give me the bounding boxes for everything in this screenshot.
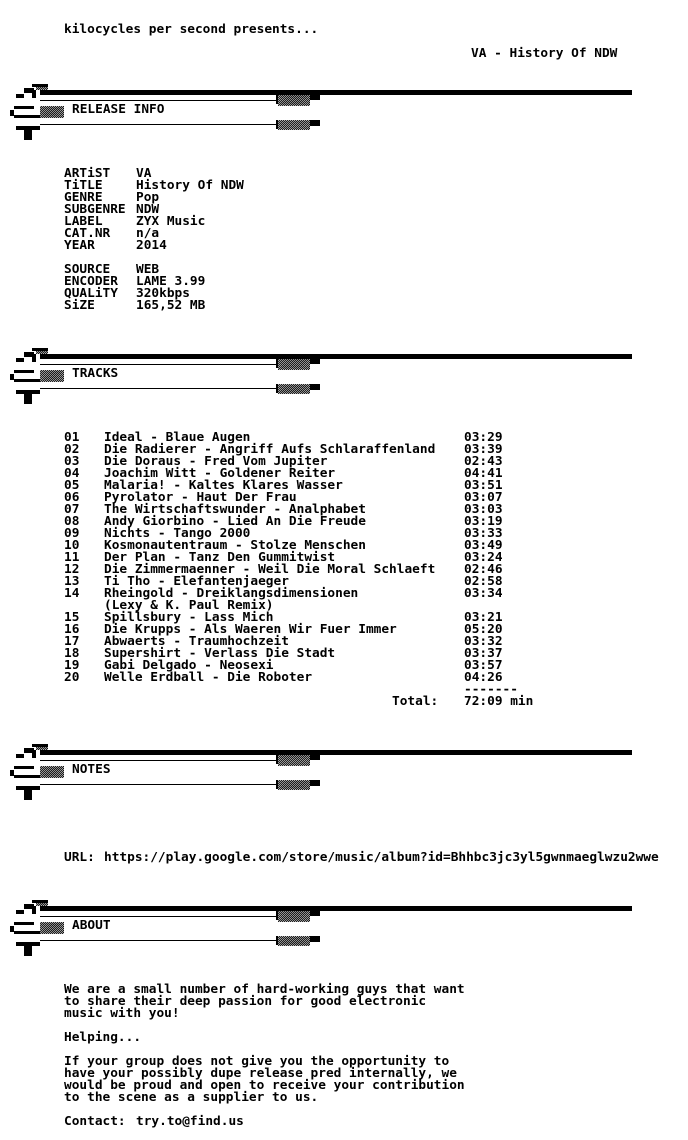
info-value: VA — [136, 166, 152, 181]
track-time: 03:57 — [464, 658, 503, 673]
info-value: n/a — [136, 226, 160, 241]
info-value: NDW — [136, 202, 160, 217]
track-title: Pyrolator - Haut Der Frau — [104, 490, 297, 505]
section-header-release-info — [0, 84, 688, 148]
info-key: CAT.NR — [64, 226, 111, 241]
track-title: Spillsbury - Lass Mich — [104, 610, 274, 625]
total-value: 72:09 min — [464, 694, 534, 709]
total-separator: ------- — [464, 682, 518, 697]
track-number: 18 — [64, 646, 80, 661]
track-number: 13 — [64, 574, 80, 589]
track-number: 06 — [64, 490, 80, 505]
track-title: Andy Giorbino - Lied An Die Freude — [104, 514, 366, 529]
track-number: 14 — [64, 586, 80, 601]
track-title: Ideal - Blaue Augen — [104, 430, 251, 445]
section-title-about: ABOUT — [72, 918, 111, 933]
track-title: Die Krupps - Als Waeren Wir Fuer Immer — [104, 622, 397, 637]
track-time: 03:39 — [464, 442, 503, 457]
track-time: 03:07 — [464, 490, 503, 505]
info-key: SUBGENRE — [64, 202, 126, 217]
section-title-notes: NOTES — [72, 762, 111, 777]
track-title: Kosmonautentraum - Stolze Menschen — [104, 538, 366, 553]
url-link[interactable]: https://play.google.com/store/music/album?id=Bhhbc3jc3yl5gwnmaeglwzu2wwe — [104, 850, 659, 865]
track-number: 11 — [64, 550, 80, 565]
track-time: 03:33 — [464, 526, 503, 541]
info-key: LABEL — [64, 214, 103, 229]
info-value: 320kbps — [136, 286, 190, 301]
track-title: Abwaerts - Traumhochzeit — [104, 634, 289, 649]
info-value: LAME 3.99 — [136, 274, 206, 289]
info-key: SiZE — [64, 298, 95, 313]
url-label: URL: — [64, 850, 95, 865]
text-line-content: would be proud and open to receive your contribution — [64, 1078, 465, 1093]
section-title-tracks: TRACKS — [72, 366, 119, 381]
track-number: 10 — [64, 538, 80, 553]
contact-label: Contact: — [64, 1114, 126, 1129]
track-title: Rheingold - Dreiklangsdimensionen — [104, 586, 359, 601]
contact-value[interactable]: try.to@find.us — [136, 1114, 244, 1129]
info-value: Pop — [136, 190, 160, 205]
info-value: WEB — [136, 262, 160, 277]
info-key: TiTLE — [64, 178, 103, 193]
track-number: 19 — [64, 658, 80, 673]
section-header-notes — [0, 744, 688, 808]
track-time: 03:37 — [464, 646, 503, 661]
info-key: ENCODER — [64, 274, 118, 289]
track-title: Die Zimmermaenner - Weil Die Moral Schlaeft — [104, 562, 436, 577]
release-title: VA - History Of NDW — [471, 46, 618, 61]
info-value: 2014 — [136, 238, 167, 253]
track-title: Welle Erdball - Die Roboter — [104, 670, 313, 685]
track-title: Ti Tho - Elefantenjaeger — [104, 574, 289, 589]
track-title: Die Doraus - Fred Vom Jupiter — [104, 454, 328, 469]
track-number: 16 — [64, 622, 80, 637]
total-label: Total: — [392, 694, 439, 709]
section-header-about — [0, 900, 688, 964]
track-time: 05:20 — [464, 622, 503, 637]
text-line-content: music with you! — [64, 1006, 180, 1021]
track-time: 03:49 — [464, 538, 503, 553]
track-title: Joachim Witt - Goldener Reiter — [104, 466, 336, 481]
track-time: 03:24 — [464, 550, 503, 565]
about-helping: Helping... — [64, 1030, 142, 1045]
track-time: 03:51 — [464, 478, 503, 493]
track-title: Die Radierer - Angriff Aufs Schlaraffenland — [104, 442, 436, 457]
track-time: 03:34 — [464, 586, 503, 601]
info-value: ZYX Music — [136, 214, 206, 229]
info-key: QUALiTY — [64, 286, 118, 301]
track-time: 02:46 — [464, 562, 503, 577]
info-value: 165,52 MB — [136, 298, 206, 313]
track-time: 04:26 — [464, 670, 503, 685]
info-key: SOURCE — [64, 262, 111, 277]
track-number: 05 — [64, 478, 80, 493]
track-number: 02 — [64, 442, 80, 457]
info-value: History Of NDW — [136, 178, 244, 193]
text-line-content: to the scene as a supplier to us. — [64, 1090, 319, 1105]
track-number: 04 — [64, 466, 80, 481]
track-time: 04:41 — [464, 466, 503, 481]
track-number: 09 — [64, 526, 80, 541]
track-number: 12 — [64, 562, 80, 577]
track-time: 03:03 — [464, 502, 503, 517]
track-title: (Lexy & K. Paul Remix) — [104, 598, 274, 613]
track-time: 02:43 — [464, 454, 503, 469]
track-title: Malaria! - Kaltes Klares Wasser — [104, 478, 343, 493]
track-time: 03:29 — [464, 430, 503, 445]
track-number: 20 — [64, 670, 80, 685]
track-time: 03:21 — [464, 610, 503, 625]
presents-line: kilocycles per second presents... — [64, 22, 319, 37]
track-time: 02:58 — [464, 574, 503, 589]
track-number: 17 — [64, 634, 80, 649]
info-key: GENRE — [64, 190, 103, 205]
track-time: 03:19 — [464, 514, 503, 529]
section-header-tracks — [0, 348, 688, 412]
track-number: 08 — [64, 514, 80, 529]
info-key: ARTiST — [64, 166, 111, 181]
track-title: The Wirtschaftswunder - Analphabet — [104, 502, 366, 517]
text-line-content: We are a small number of hard-working guys that want — [64, 982, 465, 997]
track-title: Supershirt - Verlass Die Stadt — [104, 646, 336, 661]
info-key: YEAR — [64, 238, 95, 253]
track-title: Gabi Delgado - Neosexi — [104, 658, 274, 673]
text-line-content: If your group does not give you the opportunity to — [64, 1054, 450, 1069]
track-title: Nichts - Tango 2000 — [104, 526, 251, 541]
text-line-content: to share their deep passion for good electronic — [64, 994, 427, 1009]
track-number: 15 — [64, 610, 80, 625]
track-number: 01 — [64, 430, 80, 445]
track-title: Der Plan - Tanz Den Gummitwist — [104, 550, 336, 565]
track-number: 03 — [64, 454, 80, 469]
track-time: 03:32 — [464, 634, 503, 649]
text-line-content: have your possibly dupe release pred internally, we — [64, 1066, 457, 1081]
section-title-release-info: RELEASE INFO — [72, 102, 165, 117]
track-number: 07 — [64, 502, 80, 517]
